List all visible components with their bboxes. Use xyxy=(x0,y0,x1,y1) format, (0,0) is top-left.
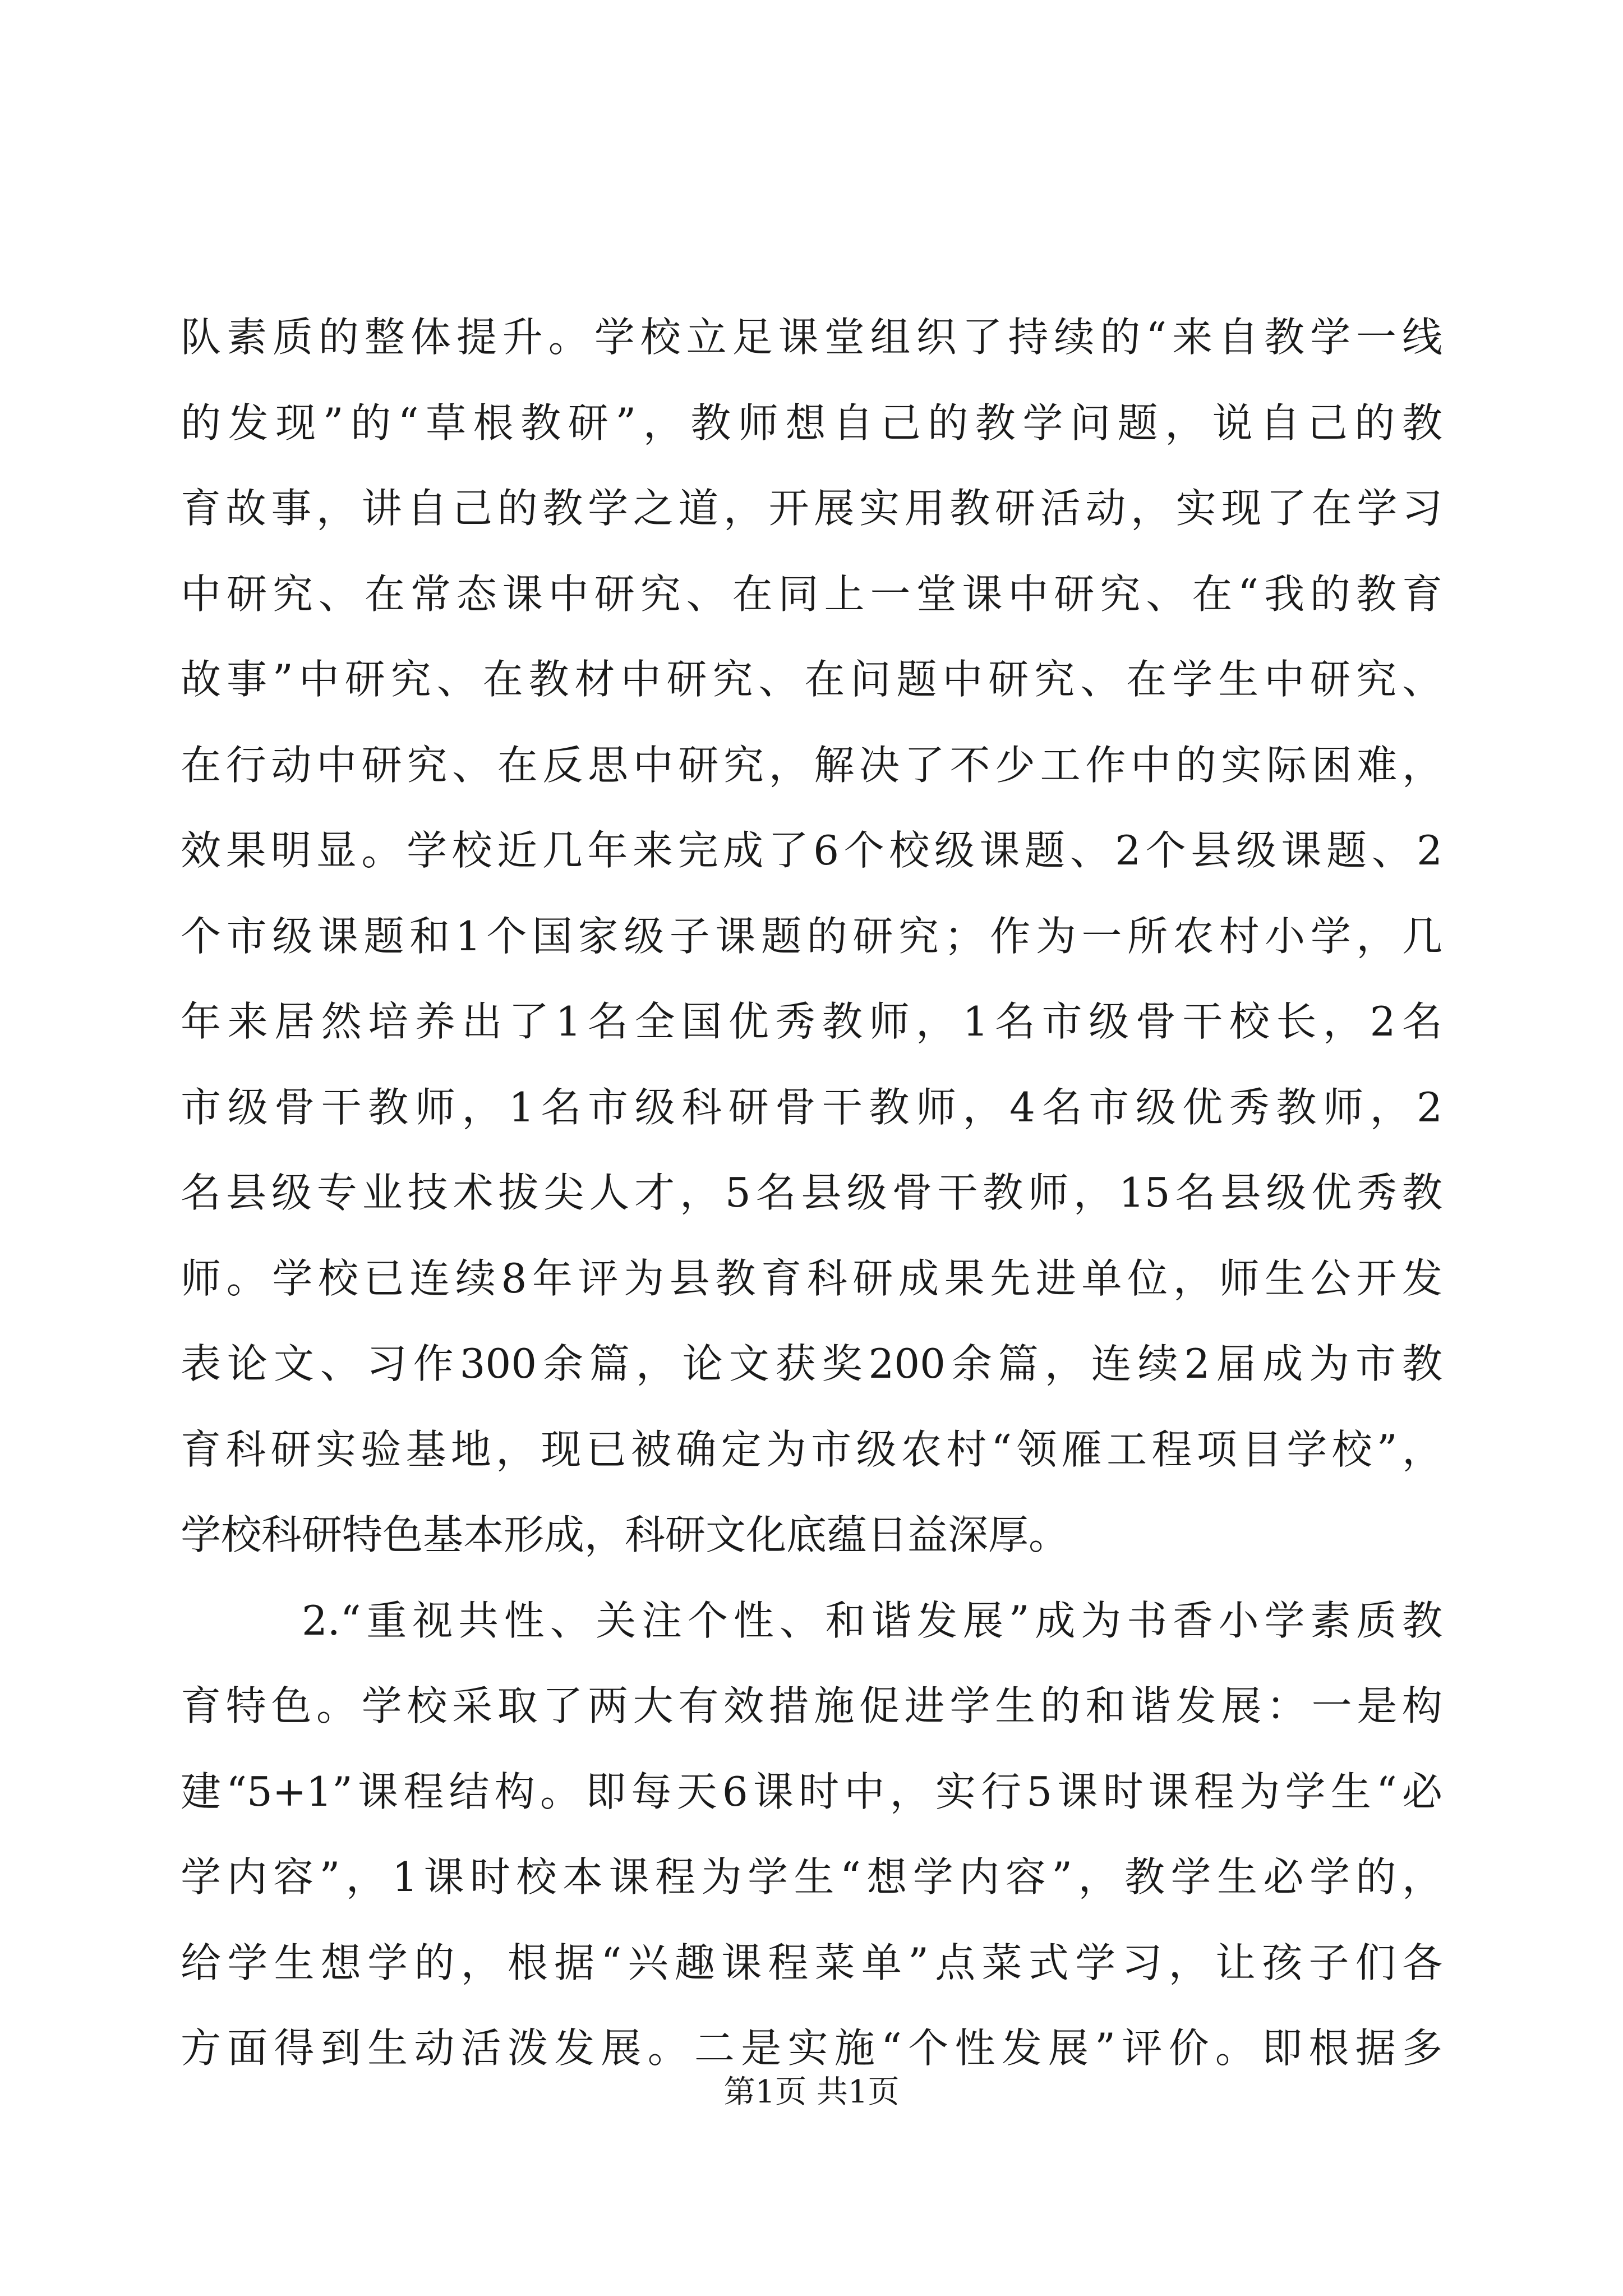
text-line: 育特色。学校采取了两大有效措施促进学生的和谐发展：一是构 xyxy=(181,1682,1442,1729)
text-line-paragraph-start: 2.“重视共性、关注个性、和谐发展”成为书香小学素质教 xyxy=(302,1596,1442,1644)
text-line: 效果明显。学校近几年来完成了6个校级课题、2个县级课题、2 xyxy=(181,827,1442,874)
text-line: 建“5+1”课程结构。即每天6课时中，实行5课时课程为学生“必 xyxy=(181,1768,1442,1815)
text-line: 年来居然培养出了1名全国优秀教师，1名市级骨干校长，2名 xyxy=(181,998,1442,1045)
text-line: 中研究、在常态课中研究、在同上一堂课中研究、在“我的教育 xyxy=(181,570,1442,618)
text-line: 名县级专业技术拔尖人才，5名县级骨干教师，15名县级优秀教 xyxy=(181,1169,1442,1216)
text-line: 给学生想学的，根据“兴趣课程菜单”点菜式学习，让孩子们各 xyxy=(181,1939,1442,1986)
text-line: 育故事，讲自己的教学之道，开展实用教研活动，实现了在学习 xyxy=(181,485,1442,532)
text-line: 在行动中研究、在反思中研究，解决了不少工作中的实际困难， xyxy=(181,741,1442,789)
text-line: 的发现”的“草根教研”，教师想自己的教学问题，说自己的教 xyxy=(181,399,1442,447)
text-line: 故事”中研究、在教材中研究、在问题中研究、在学生中研究、 xyxy=(181,656,1442,703)
text-line: 个市级课题和1个国家级子课题的研究；作为一所农村小学，几 xyxy=(181,912,1442,960)
text-line: 学内容”，1课时校本课程为学生“想学内容”，教学生必学的， xyxy=(181,1853,1442,1901)
body-text xyxy=(181,295,1442,2091)
text-line: 市级骨干教师，1名市级科研骨干教师，4名市级优秀教师，2 xyxy=(181,1083,1442,1131)
text-line: 表论文、习作300余篇，论文获奖200余篇，连续2届成为市教 xyxy=(181,1340,1442,1387)
page-footer: 第1页 共1页 xyxy=(723,2074,900,2110)
text-line: 队素质的整体提升。学校立足课堂组织了持续的“来自教学一线 xyxy=(181,314,1442,361)
text-line: 育科研实验基地，现已被确定为市级农村“领雁工程项目学校”， xyxy=(181,1425,1442,1473)
text-line: 师。学校已连续8年评为县教育科研成果先进单位，师生公开发 xyxy=(181,1254,1442,1302)
text-line: 方面得到生动活泼发展。二是实施“个性发展”评价。即根据多 xyxy=(181,2024,1442,2072)
text-line-paragraph-end: 学校科研特色基本形成，科研文化底蕴日益深厚。 xyxy=(181,1511,1069,1558)
